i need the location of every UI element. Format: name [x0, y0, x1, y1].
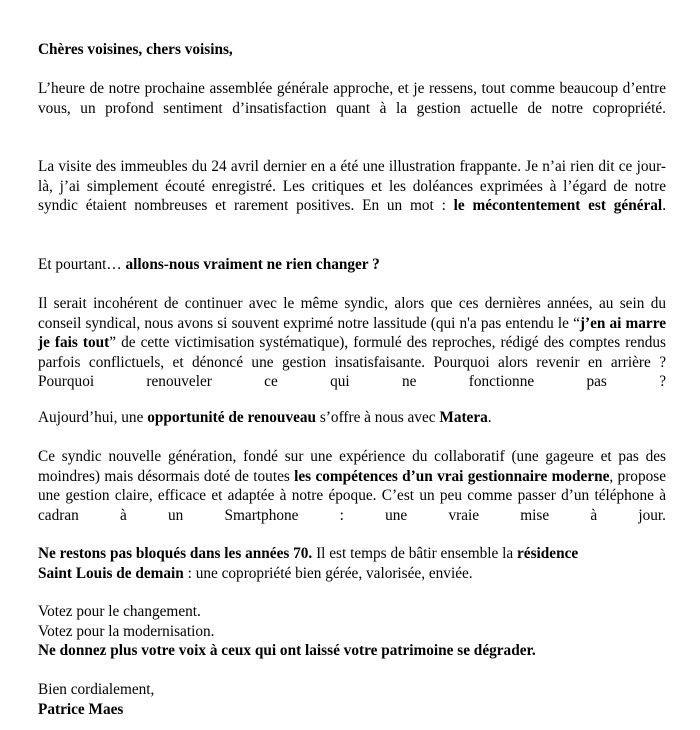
paragraph-visit: La visite des immeubles du 24 avril dernier en a été une illustration frappante. Je n’ai rien dit ce jour-là, j’ai simplement écouté enregistré. Les critiques et les doléances exprimées à l’égard de notre syndic étaient nombreuses et rarement positives. En un mot : le mécontentement est général. — [38, 158, 667, 214]
paragraph-opportunity: Aujourd’hui, une opportunité de renouveau s’offre à nous avec Matera. — [38, 409, 492, 426]
closing: Bien cordialement, Patrice Maes — [38, 680, 666, 719]
paragraph-question: Et pourtant… allons-nous vraiment ne rien changer ? — [38, 256, 380, 273]
greeting: Chères voisines, chers voisins, — [38, 41, 233, 58]
paragraph-intro: L’heure de notre prochaine assemblée générale approche, et je ressens, tout comme beaucoup d’entre vous, un profond sentiment d’insatisfaction quant à la gestion actuelle de notre copropriété. — [38, 80, 666, 117]
paragraph-incoherent: Il serait incohérent de continuer avec le même syndic, alors que ces dernières années, au sein du conseil syndical, nous avons si souvent exprimé notre lassitude (qui n'a pas entendu le “j’en ai marre je fais tout” de cette victimisation systématique), formulé des reproches, rédigé des comptes rendus parfois conflictuels, et dénoncé une gestion insatisfaisante. Pourquoi alors revenir en arrière ? Pourquoi renouveler ce qui ne fonctionne pas ? — [38, 295, 666, 390]
paragraph-vote: Votez pour le changement. Votez pour la modernisation. Ne donnez plus votre voix à ceux qui ont laissé votre patrimoine se dégrader. — [38, 603, 536, 659]
signature: Patrice Maes — [38, 700, 124, 718]
paragraph-residence: Ne restons pas bloqués dans les années 70. Il est temps de bâtir ensemble la résidence Saint Louis de demain : une copropriété bien gérée, valorisée, enviée. — [38, 545, 579, 582]
paragraph-new-syndic: Ce syndic nouvelle génération, fondé sur une expérience du collaboratif (une gageure et pas des moindres) mais désormais doté de toutes les compétences d’un vrai gestionnaire moderne, propose une gestion claire, efficace et adaptée à notre époque. C’est un peu comme passer d’un téléphone à cadran à un Smartphone : une vraie mise à jour. — [38, 448, 666, 524]
